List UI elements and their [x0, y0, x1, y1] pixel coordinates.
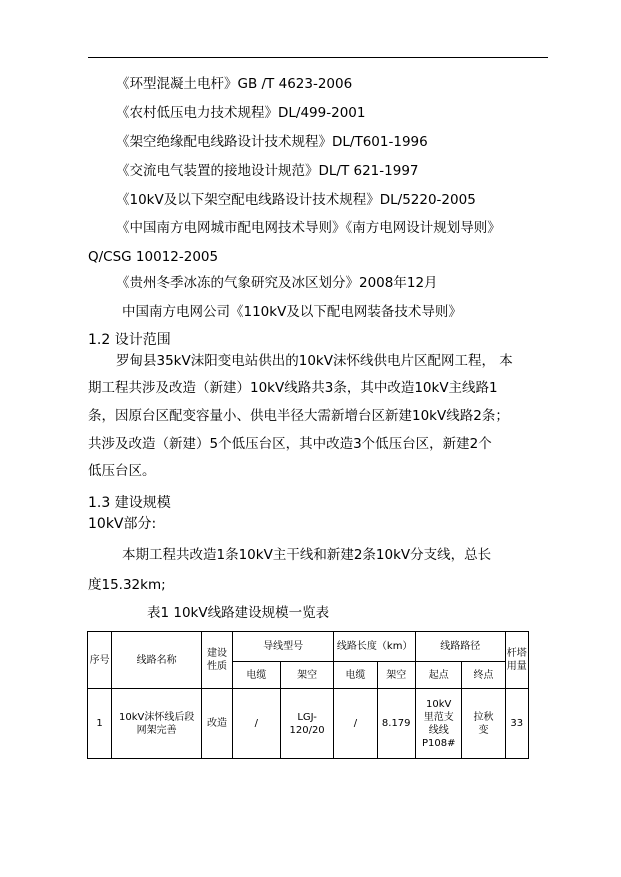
paragraph-line: 度15.32km;: [88, 577, 166, 593]
cell-route-end: 拉秋变: [462, 689, 505, 759]
reference-item: 《中国南方电网城市配电网技术导则》《南方电网设计规划导则》: [116, 220, 501, 236]
header-cell: 序号: [88, 632, 112, 689]
subheader-cell: 终点: [462, 662, 505, 689]
paragraph-line: 罗甸县35kV沫阳变电站供出的10kV沫怀线供电片区配网工程， 本: [116, 353, 513, 369]
cell-nature: 改造: [202, 689, 233, 759]
cell-length-cable: /: [334, 689, 377, 759]
subheader-cell: 电缆: [334, 662, 377, 689]
reference-item: 《环型混凝土电杆》GB /T 4623-2006: [116, 76, 353, 92]
reference-item: 《交流电气装置的接地设计规范》DL/T 621-1997: [116, 163, 419, 179]
cell-conductor-cable: /: [232, 689, 280, 759]
paragraph-line: 期工程共涉及改造（新建）10kV线路共3条，其中改造10kV主线路1: [88, 380, 498, 396]
section-heading: 1.2 设计范围: [88, 332, 171, 348]
cell-conductor-overhead: LGJ-120/20: [280, 689, 334, 759]
paragraph-line: 低压台区。: [88, 463, 156, 479]
header-cell: 线路长度（km）: [334, 632, 416, 662]
paragraph-line: 共涉及改造（新建）5个低压台区，其中改造3个低压台区，新建2个: [88, 436, 492, 452]
paragraph-line: 条，因原台区配变容量小、供电半径大需新增台区新建10kV线路2条；: [88, 408, 509, 424]
cell-route-start: 10kV里范支线线P108#: [415, 689, 462, 759]
subheader-cell: 架空: [377, 662, 415, 689]
subheader-cell: 电缆: [232, 662, 280, 689]
header-rule: [88, 57, 548, 58]
cell-line-name: 10kV沫怀线后段网架完善: [112, 689, 202, 759]
subheading: 10kV部分:: [88, 516, 157, 532]
table-header-row: [88, 632, 529, 662]
reference-item: 《架空绝缘配电线路设计技术规程》DL/T601-1996: [116, 134, 428, 150]
header-cell: 建设性质: [202, 632, 233, 689]
cell-length-overhead: 8.179: [377, 689, 415, 759]
reference-item: Q/CSG 10012-2005: [88, 249, 219, 265]
table-row: [88, 689, 529, 759]
reference-item: 《农村低压电力技术规程》DL/499-2001: [116, 105, 366, 121]
header-cell: 杆塔用量: [505, 632, 529, 689]
header-cell: 导线型号: [232, 632, 333, 662]
cell-poles: 33: [505, 689, 529, 759]
line-scale-table: [87, 631, 529, 759]
paragraph-line: 本期工程共改造1条10kV主干线和新建2条10kV分支线，总长: [122, 547, 492, 563]
subheader-cell: 架空: [280, 662, 334, 689]
reference-item: 《贵州冬季冰冻的气象研究及冰区划分》2008年12月: [116, 275, 438, 291]
subheader-cell: 起点: [415, 662, 462, 689]
reference-item: 中国南方电网公司《110kV及以下配电网装备技术导则》: [122, 304, 462, 320]
header-cell: 线路名称: [112, 632, 202, 689]
table-caption: 表1 10kV线路建设规模一览表: [147, 605, 330, 621]
cell-no: 1: [88, 689, 112, 759]
reference-item: 《10kV及以下架空配电线路设计技术规程》DL/5220-2005: [116, 192, 476, 208]
section-heading: 1.3 建设规模: [88, 495, 171, 511]
header-cell: 线路路径: [415, 632, 505, 662]
